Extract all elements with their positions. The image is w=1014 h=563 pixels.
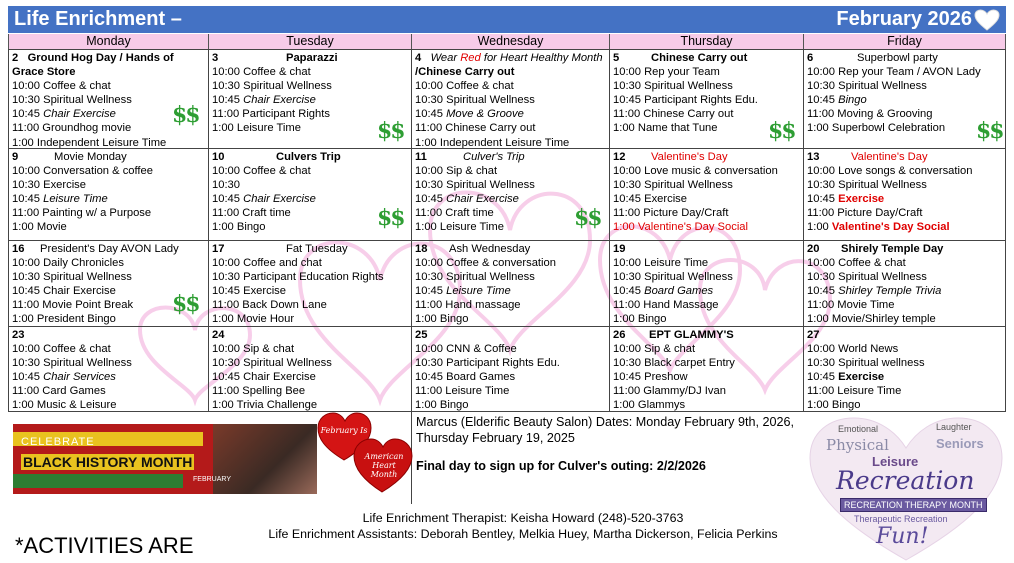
word-physical: Physical: [826, 436, 889, 454]
dollar-sign: $$: [377, 205, 404, 231]
cell-line: 10:45 Exercise: [212, 285, 287, 298]
cell-line: 10:45 Participant Rights Edu.: [613, 94, 758, 107]
cell-date: 17: [212, 243, 225, 255]
heart-label-left: February Is: [320, 426, 368, 435]
cell-date: 16: [12, 243, 25, 255]
cell-line: 10:30 Spiritual Wellness: [415, 179, 535, 192]
cell-line: 1:00 Trivia Challenge: [212, 399, 318, 412]
cell-title: 4 Wear Red for Heart Healthy Month /Chinese Carry out: [415, 52, 603, 79]
word-laughter: Laughter: [936, 422, 972, 432]
cell-line: 10:00 Conversation & coffee: [12, 165, 153, 178]
calendar-cell: [411, 49, 610, 149]
cell-line: 10:45 Bingo: [807, 94, 867, 107]
cell-line: 1:00 Movie/Shirley temple: [807, 313, 936, 326]
notes: [416, 414, 800, 474]
cell-line: 10:30 Spiritual Wellness: [415, 271, 535, 284]
cell-line: 10:45 Exercise: [807, 193, 885, 206]
cell-line: 11:00 Picture Day/Craft: [613, 207, 729, 220]
cell-title: Superbowl party: [857, 52, 938, 64]
banner-stripe: [13, 474, 183, 488]
cell-line: 10:00 Leisure Time: [613, 257, 709, 270]
title-bar: [8, 6, 1006, 33]
cell-line: 10:00 Coffee & chat: [12, 343, 111, 356]
cell-line: 11:00 Leisure Time: [807, 385, 902, 398]
banner-title: BLACK HISTORY MONTH: [23, 454, 193, 470]
cell-title: Culver's Trip: [463, 151, 525, 163]
cell-line: 10:45 Shirley Temple Trivia: [807, 285, 942, 298]
calendar-cell: [803, 326, 1006, 412]
heart-label-right: American Heart Month: [364, 452, 404, 479]
cell-line: 10:00 Coffee & chat: [415, 80, 514, 93]
cell-line: 1:00 Independent Leisure Time: [415, 136, 570, 149]
calendar-cell: [411, 326, 610, 412]
calendar-cell: [609, 240, 804, 327]
cell-line: 10:45 Exercise: [613, 193, 688, 206]
calendar-cell: [411, 240, 610, 327]
cell-line: 1:00 President Bingo: [12, 313, 116, 326]
cell-line: 11:00 Hand massage: [415, 299, 521, 312]
word-fun: Fun!: [876, 524, 929, 549]
cell-line: 10:00 Coffee & chat: [12, 80, 111, 93]
cell-line: 10:30 Spiritual Wellness: [12, 271, 132, 284]
cell-title: Culvers Trip: [276, 151, 341, 163]
cell-date: 11: [415, 151, 427, 163]
dollar-sign: $$: [172, 291, 199, 317]
cell-line: 10:00 Sip & chat: [212, 343, 295, 356]
cell-date: 13: [807, 151, 820, 163]
cell-line: 10:00 Coffee & chat: [807, 257, 906, 270]
calendar-cell: [609, 49, 804, 149]
word-leisure: Leisure: [872, 454, 919, 469]
cell-line: 11:00 Craft time: [415, 207, 494, 220]
cell-line: 1:00 Bingo: [415, 313, 469, 326]
cell-line: 10:30 Spiritual Wellness: [807, 179, 927, 192]
salon-note: Marcus (Elderific Beauty Salon) Dates: Monday February 9th, 2026, Thursday February 19, 2025: [416, 415, 794, 445]
cell-line: 1:00 Bingo: [807, 399, 861, 412]
calendar-cell: [208, 49, 412, 149]
calendar-cell: [208, 240, 412, 327]
black-history-banner: [13, 424, 317, 494]
cell-title: Ash Wednesday: [449, 243, 531, 255]
cell-line: 1:00 Superbowl Celebration: [807, 122, 946, 135]
cell-line: 10:30: [212, 179, 240, 192]
cell-date: 2: [12, 52, 19, 64]
calendar-cell: [208, 148, 412, 241]
dollar-sign: $$: [976, 118, 1003, 144]
cell-line: 10:45 Chair Exercise: [12, 108, 116, 121]
cell-line: 10:30 Black carpet Entry: [613, 357, 735, 370]
cell-title: Chinese Carry out: [651, 52, 748, 64]
cell-line: 10:30 Spiritual Wellness: [12, 357, 132, 370]
cell-title: Valentine's Day: [851, 151, 928, 163]
cell-title: Movie Monday: [54, 151, 127, 163]
calendar-cell: [8, 326, 209, 412]
cell-date: 12: [613, 151, 626, 163]
cell-line: 1:00 Bingo: [415, 399, 469, 412]
cell-title: EPT GLAMMY'S: [649, 329, 734, 341]
word-month: RECREATION THERAPY MONTH: [840, 498, 987, 512]
day-header-tuesday: Tuesday: [208, 34, 411, 49]
cell-date: 6: [807, 52, 814, 64]
word-seniors: Seniors: [936, 436, 984, 451]
cell-date: 18: [415, 243, 428, 255]
heart-icon: [974, 9, 1000, 31]
assistants-line: Life Enrichment Assistants: Deborah Bentley, Melkia Huey, Martha Dickerson, Felicia Perkins: [268, 526, 778, 541]
cell-line: 11:00 Glammy/DJ Ivan: [613, 385, 726, 398]
cell-date: 9: [12, 151, 19, 163]
cell-line: 11:00 Chinese Carry out: [613, 108, 734, 121]
cell-title: Ground Hog Day / Hands of Grace Store: [12, 52, 174, 79]
cell-line: 11:00 Leisure Time: [415, 385, 510, 398]
cell-line: 1:00 Leisure Time: [415, 221, 504, 234]
cell-title: President's Day AVON Lady: [40, 243, 179, 255]
heart-month-graphic: [314, 410, 414, 495]
cell-date: 26: [613, 329, 626, 341]
cell-line: 10:30 Spiritual Wellness: [212, 80, 332, 93]
cell-line: 1:00 Bingo: [212, 221, 266, 234]
cell-line: 1:00 Movie Hour: [212, 313, 295, 326]
cell-line: 1:00 Bingo: [613, 313, 667, 326]
cell-line: 10:30 Exercise: [12, 179, 87, 192]
title-month: February 2026: [836, 8, 972, 30]
cell-date: 27: [807, 329, 820, 341]
cell-title: Valentine's Day: [651, 151, 728, 163]
cell-line: 11:00 Picture Day/Craft: [807, 207, 923, 220]
cell-line: 10:30 Spiritual Wellness: [12, 94, 132, 107]
cell-line: 10:30 Spiritual Wellness: [807, 80, 927, 93]
word-recreation: Recreation: [836, 466, 975, 495]
cell-line: 10:00 World News: [807, 343, 899, 356]
cell-line: 1:00 Independent Leisure Time: [12, 136, 167, 149]
calendar-cell: [8, 148, 209, 241]
cell-line: 1:00 Name that Tune: [613, 122, 718, 135]
cell-date: 19: [613, 243, 626, 255]
cell-line: 10:45 Chair Exercise: [212, 94, 316, 107]
word-therapeutic: Therapeutic Recreation: [854, 514, 948, 524]
cell-line: 10:45 Chair Services: [12, 371, 116, 384]
grid-bottom-border: [8, 411, 1006, 412]
cell-line: 11:00 Chinese Carry out: [415, 122, 536, 135]
cell-line: 11:00 Painting w/ a Purpose: [12, 207, 152, 220]
cell-line: 11:00 Moving & Grooving: [807, 108, 933, 121]
cell-line: 10:45 Leisure Time: [12, 193, 108, 206]
cell-line: 10:00 Rep your Team: [613, 66, 720, 79]
cell-line: 10:30 Spiritual Wellness: [613, 271, 733, 284]
calendar-cell: [803, 49, 1006, 149]
cell-line: 10:00 Coffee & chat: [212, 66, 311, 79]
cell-line: 1:00 Glammys: [613, 399, 686, 412]
day-header-friday: Friday: [803, 34, 1006, 49]
calendar-cell: [609, 326, 804, 412]
cell-line: 11:00 Spelling Bee: [212, 385, 306, 398]
cell-date: 5: [613, 52, 620, 64]
cell-line: 11:00 Back Down Lane: [212, 299, 327, 312]
cell-line: 11:00 Participant Rights: [212, 108, 330, 121]
culvers-deadline: Final day to sign up for Culver's outing: 2/2/2026: [416, 459, 706, 473]
calendar-cell: [609, 148, 804, 241]
cell-line: 1:00 Music & Leisure: [12, 399, 117, 412]
cell-title: Shirely Temple Day: [841, 243, 944, 255]
cell-line: 11:00 Movie Time: [807, 299, 895, 312]
dollar-sign: $$: [377, 118, 404, 144]
cell-line: 10:00 Rep your Team / AVON Lady: [807, 66, 981, 79]
cell-date: 23: [12, 329, 25, 341]
cell-title: Paparazzi: [286, 52, 338, 64]
banner-photos: [213, 424, 317, 494]
cell-line: 10:45 Exercise: [807, 371, 885, 384]
day-header-wednesday: Wednesday: [411, 34, 609, 49]
cell-date: 10: [212, 151, 225, 163]
cell-line: 10:00 Coffee and chat: [212, 257, 322, 270]
cell-line: 11:00 Movie Point Break: [12, 299, 134, 312]
cell-line: 10:00 Coffee & conversation: [415, 257, 556, 270]
cell-line: 10:45 Chair Exercise: [212, 371, 316, 384]
therapist-line: Life Enrichment Therapist: Keisha Howard (248)-520-3763: [362, 511, 684, 525]
calendar-cell: [803, 148, 1006, 241]
dollar-sign: $$: [574, 205, 601, 231]
cell-line: 10:30 Spiritual Wellness: [415, 94, 535, 107]
cell-line: 10:00 CNN & Coffee: [415, 343, 517, 356]
cell-line: 10:30 Spiritual wellness: [807, 357, 925, 370]
cell-line: 10:45 Board Games: [415, 371, 516, 384]
cell-line: 11:00 Craft time: [212, 207, 291, 220]
title-right: [836, 8, 1000, 31]
cell-line: 10:00 Sip & chat: [415, 165, 498, 178]
calendar-cell: [8, 240, 209, 327]
cell-line: 10:30 Spiritual Wellness: [212, 357, 332, 370]
day-header-monday: Monday: [8, 34, 208, 49]
calendar-cell: [803, 240, 1006, 327]
cell-line: 10:45 Chair Exercise: [415, 193, 519, 206]
cell-line: 10:30 Spiritual Wellness: [613, 179, 733, 192]
calendar-cell: [8, 49, 209, 149]
cell-line: 11:00 Groundhog movie: [12, 122, 132, 135]
dollar-sign: $$: [172, 102, 199, 128]
cell-line: 1:00 Valentine's Day Social: [807, 221, 950, 234]
cell-date: 20: [807, 243, 820, 255]
banner-month: FEBRUARY: [193, 476, 231, 483]
cell-line: 10:45 Chair Exercise: [212, 193, 316, 206]
cell-line: 10:30 Spiritual Wellness: [613, 80, 733, 93]
activities-note: *ACTIVITIES ARE: [15, 533, 194, 558]
calendar-cell: [411, 148, 610, 241]
staff-info: [268, 511, 778, 542]
cell-line: 10:30 Participant Rights Edu.: [415, 357, 560, 370]
recreation-heart: [806, 414, 1006, 562]
cell-line: 10:45 Board Games: [613, 285, 714, 298]
title-left: Life Enrichment –: [14, 8, 182, 30]
cell-line: 10:00 Sip & chat: [613, 343, 696, 356]
cell-line: 10:45 Move & Groove: [415, 108, 524, 121]
cell-line: 1:00 Leisure Time: [212, 122, 301, 135]
cell-line: 10:30 Spiritual Wellness: [807, 271, 927, 284]
cell-line: 10:45 Preshow: [613, 371, 688, 384]
banner-celebrate: CELEBRATE: [21, 436, 95, 448]
cell-date: 25: [415, 329, 428, 341]
calendar-cell: [208, 326, 412, 412]
cell-line: 10:45 Chair Exercise: [12, 285, 116, 298]
cell-line: 10:45 Leisure Time: [415, 285, 511, 298]
cell-title: Fat Tuesday: [286, 243, 348, 255]
cell-date: 24: [212, 329, 225, 341]
dollar-sign: $$: [768, 118, 795, 144]
cell-line: 11:00 Hand Massage: [613, 299, 719, 312]
cell-line: 10:00 Coffee & chat: [212, 165, 311, 178]
cell-line: 10:00 Daily Chronicles: [12, 257, 124, 270]
cell-line: 1:00 Valentine's Day Social: [613, 221, 749, 234]
cell-line: 11:00 Card Games: [12, 385, 106, 398]
cell-line: 1:00 Movie: [12, 221, 67, 234]
cell-date: 3: [212, 52, 219, 64]
word-emotional: Emotional: [838, 424, 879, 434]
cell-line: 10:30 Participant Education Rights: [212, 271, 384, 284]
day-header-thursday: Thursday: [609, 34, 803, 49]
cell-line: 10:00 Love music & conversation: [613, 165, 778, 178]
cell-line: 10:00 Love songs & conversation: [807, 165, 973, 178]
